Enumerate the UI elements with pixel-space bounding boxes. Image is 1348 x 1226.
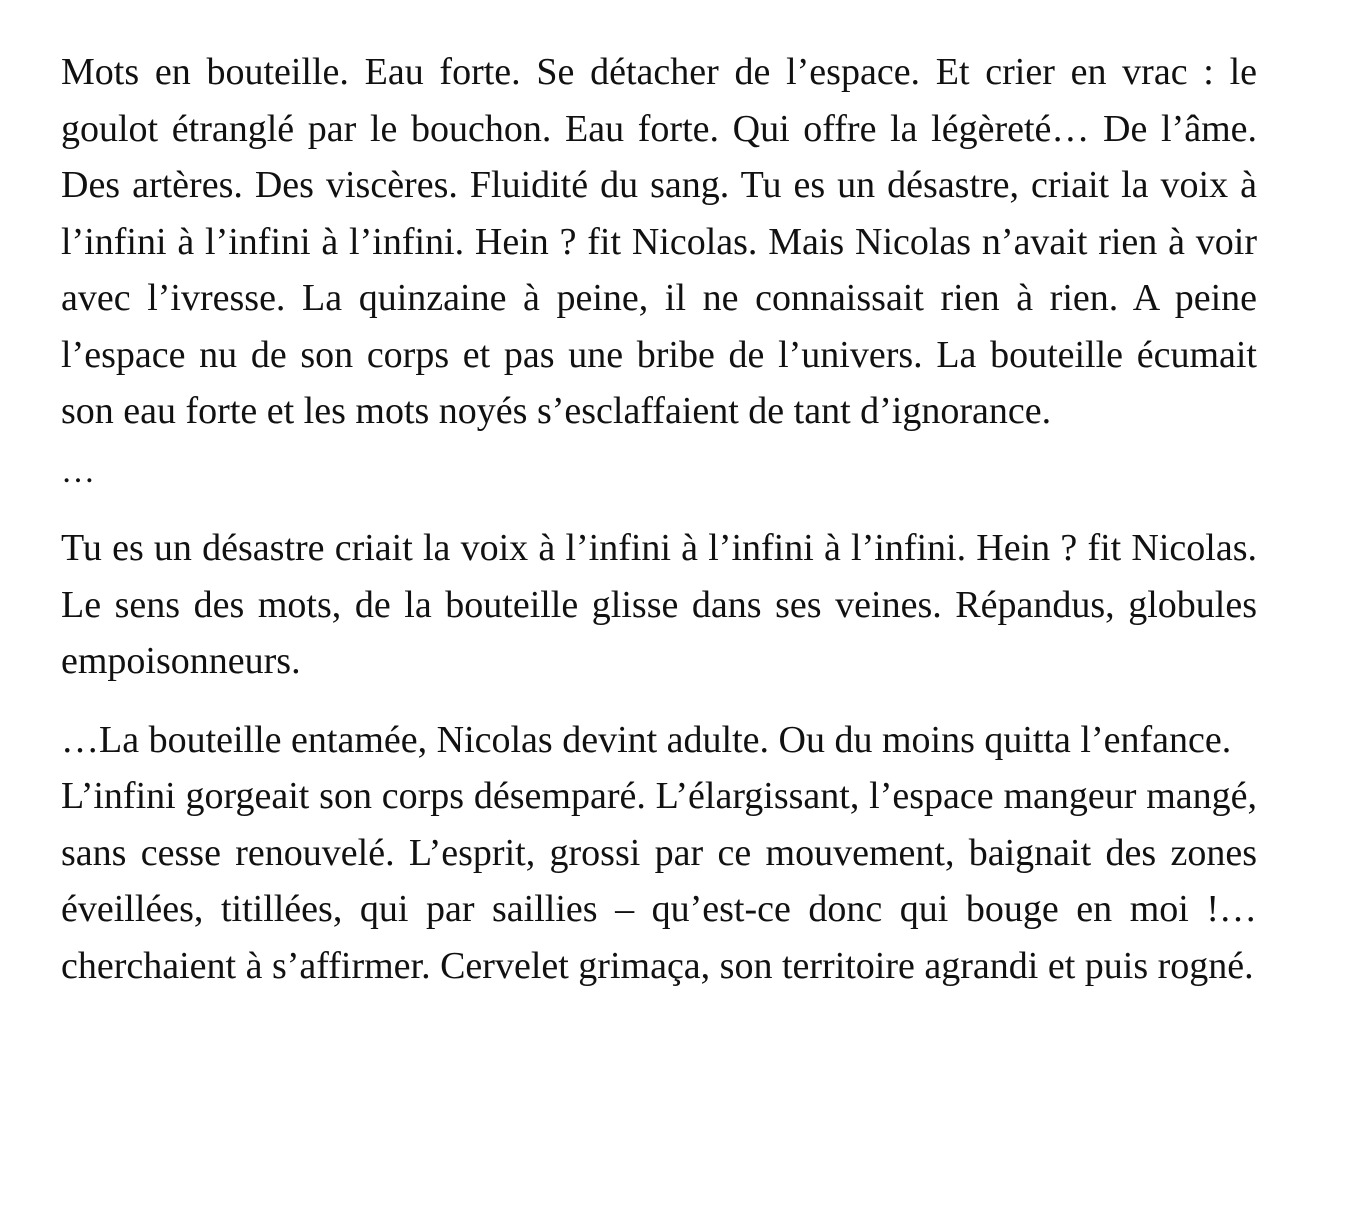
- paragraph-1: Mots en bouteille. Eau forte. Se détacher de l’espace. Et crier en vrac : le goulot étranglé par le bouchon. Eau forte. Qui offre la légèreté… De l’âme. Des artères. Des viscères. Fluidité du sang. Tu es un désastre, criait la voix à l’infini à l’infini à l’infini. Hein ? fit Nicolas. Mais Nicolas n’avait rien à voir avec l’ivresse. La quinzaine à peine, il ne connaissait rien à rien. A peine l’espace nu de son corps et pas une bribe de l’univers. La bouteille écumait son eau forte et les mots noyés s’esclaffaient de tant d’ignorance.: [61, 51, 1257, 432]
- paragraph-4: L’infini gorgeait son corps désemparé. L’élargissant, l’espace mangeur mangé, sans cesse renouvelé. L’esprit, grossi par ce mouvement, baignait des zones éveillées, titillées, qui par saillies – qu’est-ce donc qui bouge en moi !… cherchaient à s’affirmer. Cervelet grimaça, son territoire agrandi et puis rogné.: [61, 775, 1257, 987]
- paragraph-3: …La bouteille entamée, Nicolas devint adulte. Ou du moins quitta l’enfance.: [61, 718, 1232, 761]
- ellipsis-separator: …: [61, 452, 95, 490]
- document-page: [61, 44, 1257, 994]
- paragraph-2: Tu es un désastre criait la voix à l’infini à l’infini à l’infini. Hein ? fit Nicolas. Le sens des mots, de la bouteille glisse dans ses veines. Répandus, globules empoisonneurs.: [61, 527, 1257, 682]
